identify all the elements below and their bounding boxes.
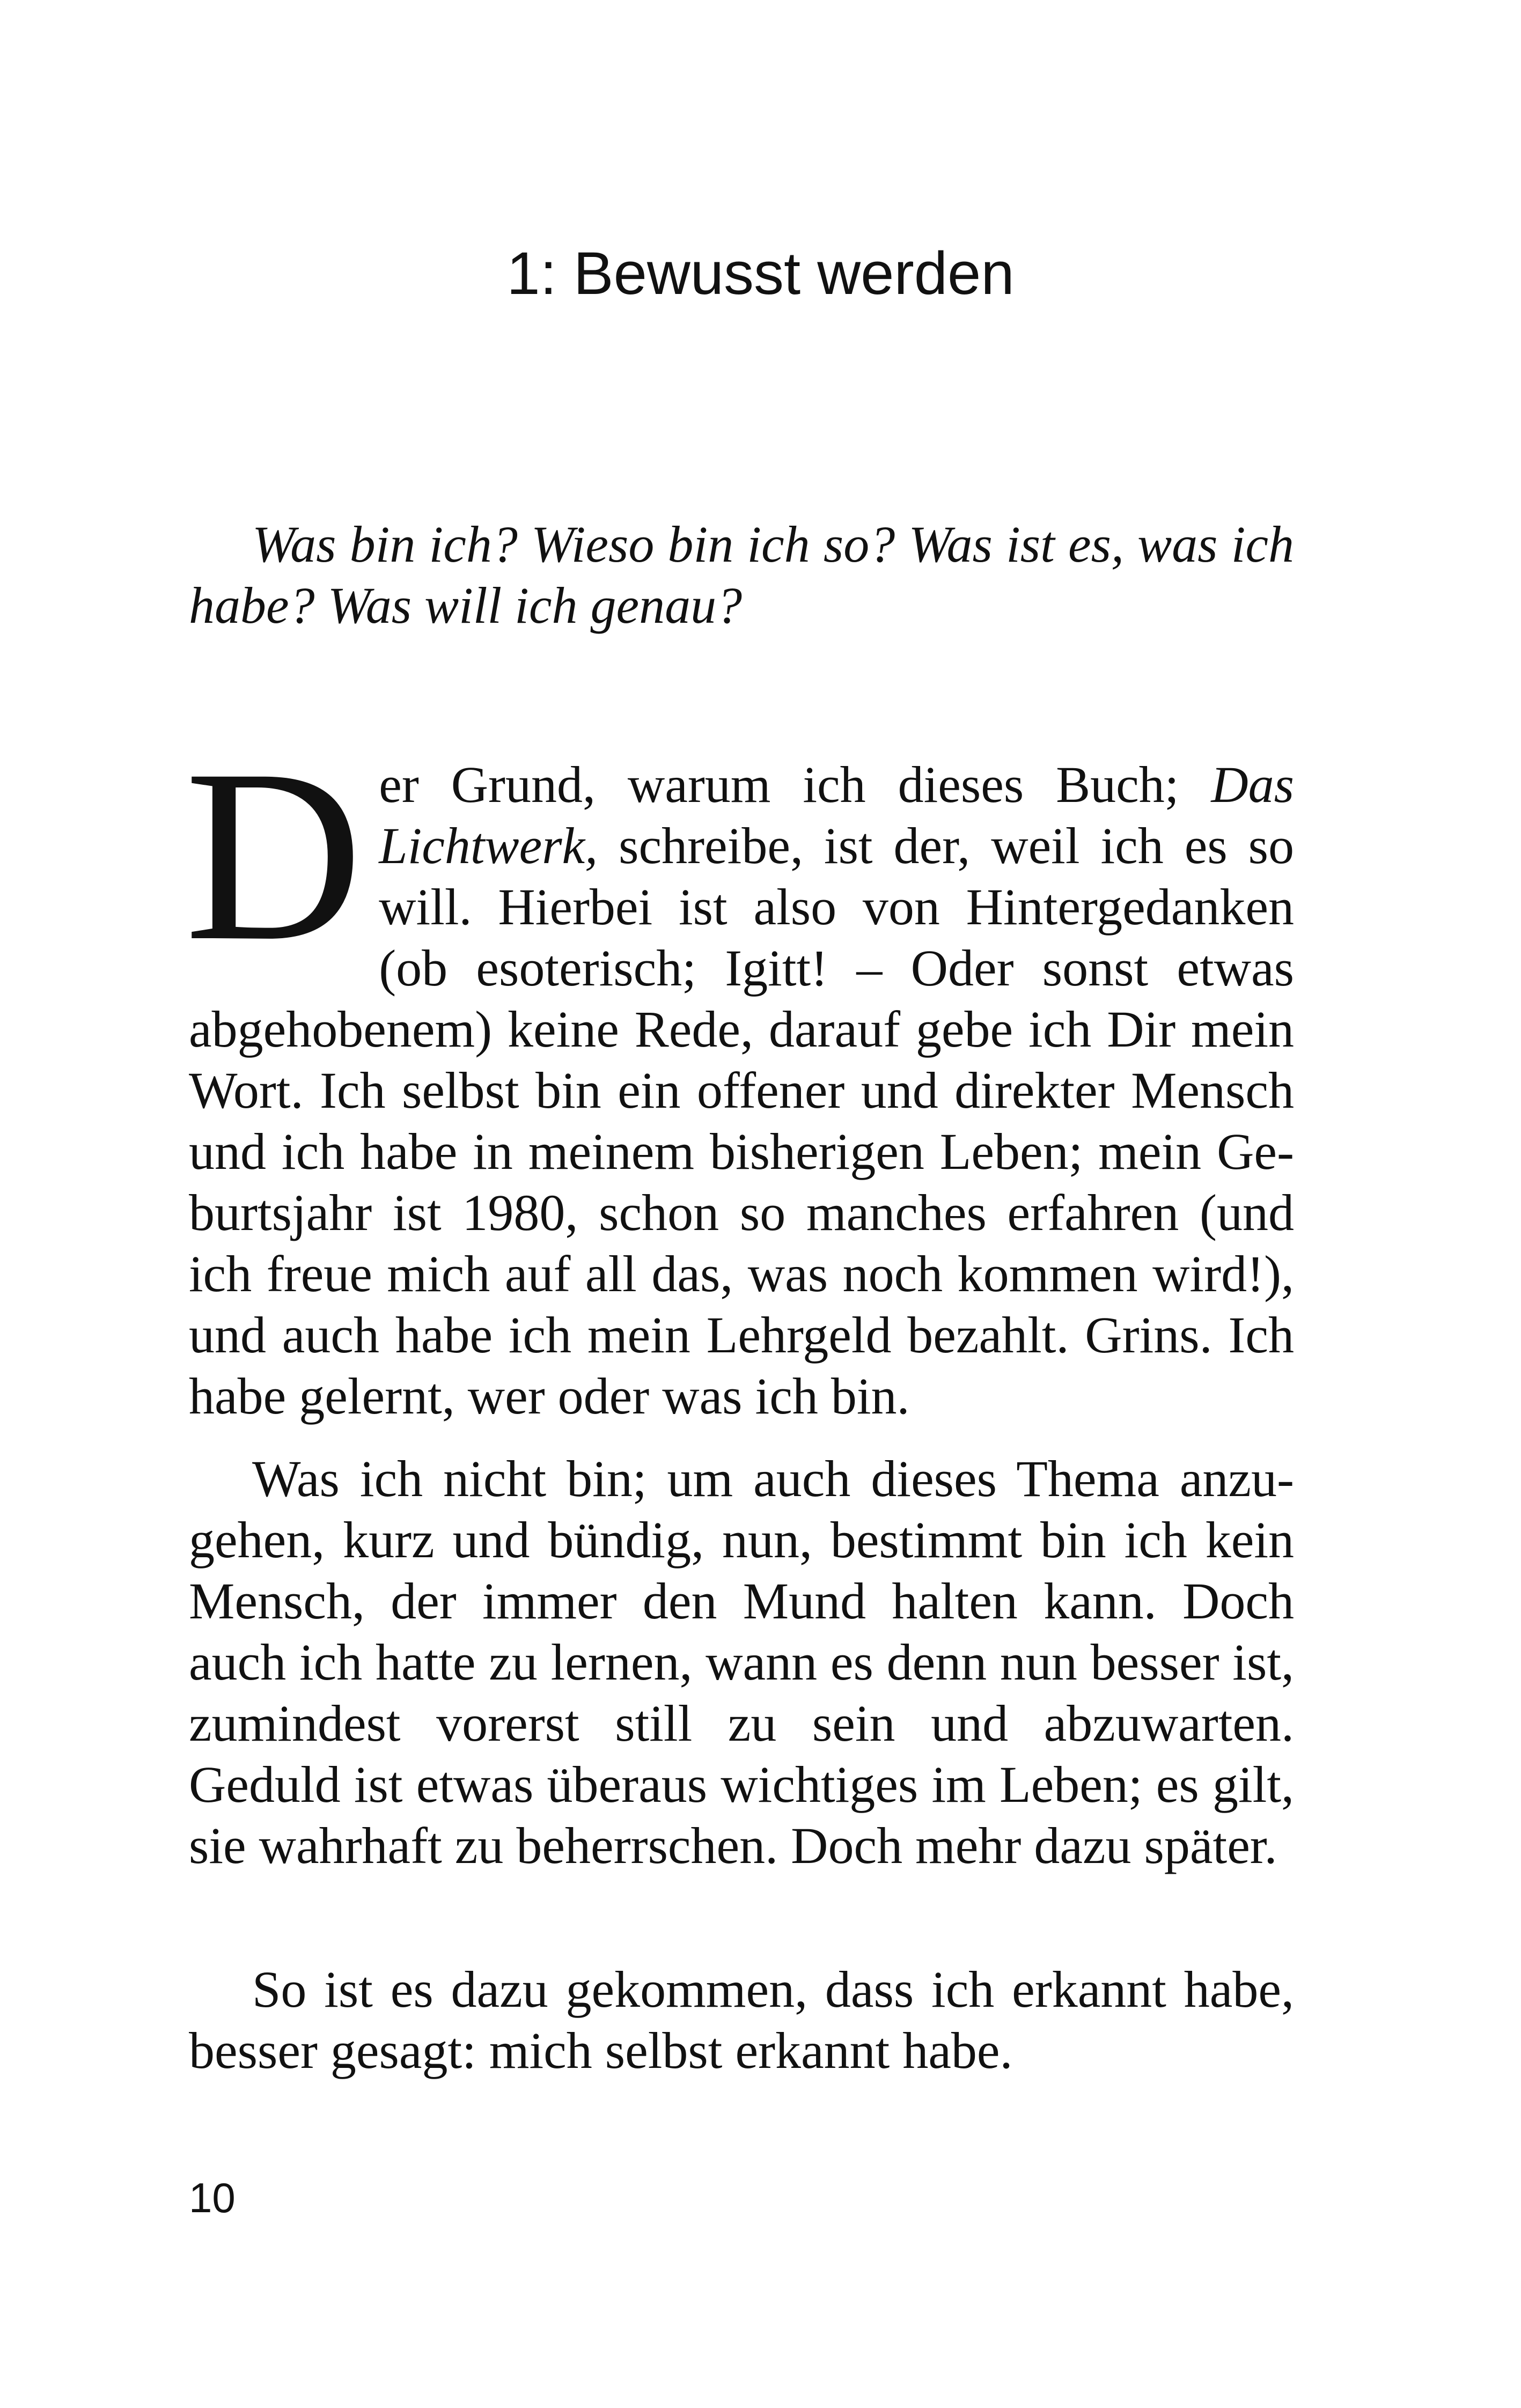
paragraph-3: So ist es dazu gekommen, dass ich erkannt habe, besser gesagt: mich selbst erkannt habe. — [189, 1961, 1294, 2079]
chapter-title: 1: Bewusst werden — [506, 240, 1015, 307]
paragraph-1-text-start: er Grund, warum ich dieses Buch; — [379, 756, 1211, 813]
chapter-motto: Was bin ich? Wieso bin ich so? Was ist es, was ich habe? Was will ich genau? — [189, 516, 1294, 634]
paragraph-2: Was ich nicht bin; um auch dieses Thema anzugehen, kurz und bündig, nun, bestimmt bin ich kein Mensch, der immer den Mund halten kann. Doch auch ich hatte zu lernen, wann es denn nun besser ist, zumindest vorerst still zu sein und abzuwarten. Geduld ist etwas überaus wichtiges im Leben; es gilt, sie wahrhaft zu beherrschen. Doch mehr dazu später. — [189, 1450, 1294, 1874]
drop-cap: D — [185, 718, 363, 992]
book-title: Das Lichtwerk, — [379, 756, 1294, 874]
paragraph-1-text-rest: schreibe, ist der, weil ich es so will. Hierbei ist also von Hintergedanken (ob esoterisch; Igitt! – Oder sonst etwas abgehobenem) keine Rede, darauf gebe ich Dir mein Wort. Ich selbst bin ein offener und direkter Mensch und ich habe in meinem bisherigen Leben; mein Geburtsjahr ist 1980, schon so manches erfahren (und ich freue mich auf all das, was noch kommen wird!), und auch habe ich mein Lehrgeld bezahlt. Grins. Ich habe gelernt, wer oder was ich bin. — [189, 817, 1294, 1425]
page-number: 10 — [189, 2174, 236, 2221]
paragraph-1 — [185, 718, 1294, 1427]
